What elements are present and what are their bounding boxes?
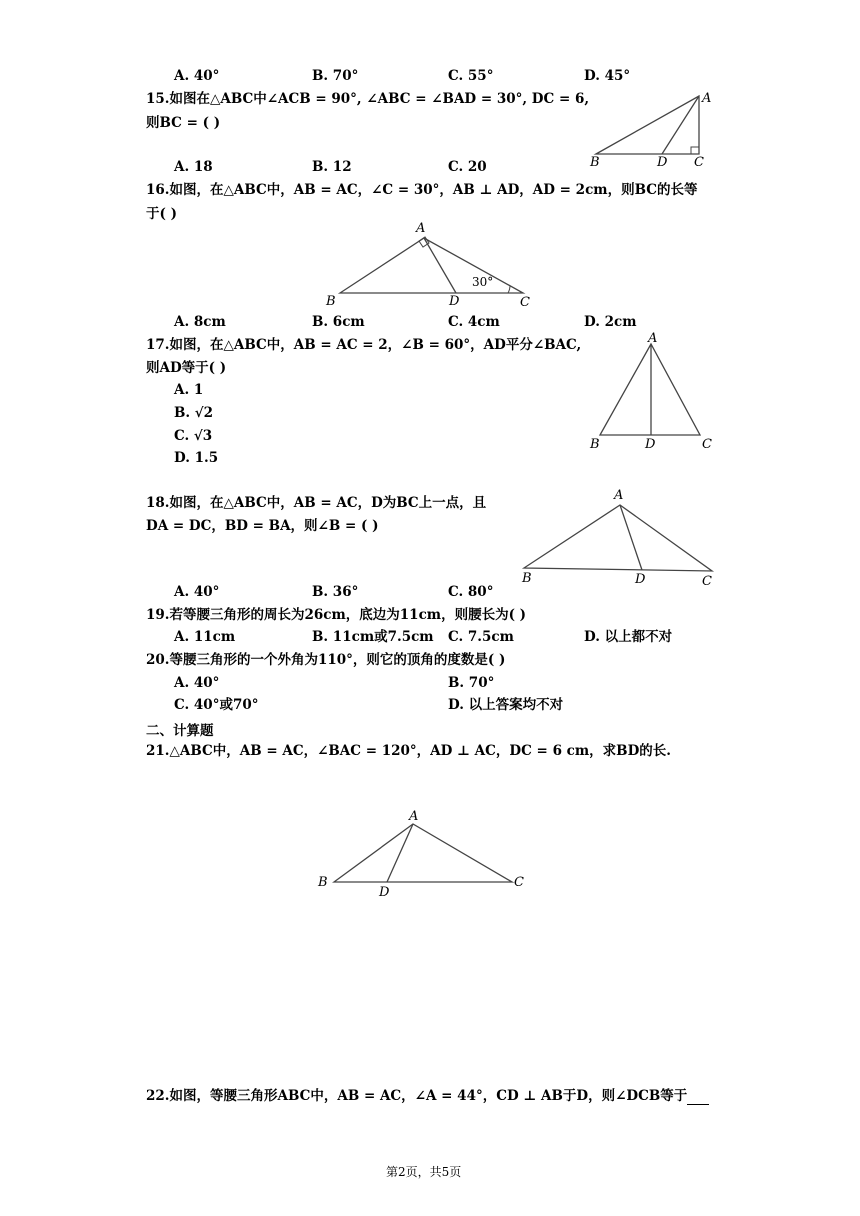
q16-option-c: C. 4cm bbox=[448, 314, 500, 330]
q15-option-b: B. 12 bbox=[312, 159, 352, 175]
q15-stem-line1: 15.如图在△ABC中∠ACB = 90°, ∠ABC = ∠BAD = 30°, DC = 6, bbox=[146, 91, 590, 107]
q20-option-d: D. 以上答案均不对 bbox=[448, 697, 564, 713]
q14-option-a: A. 40° bbox=[174, 68, 220, 84]
q17-stem-line2: 则AD等于( ) bbox=[146, 360, 227, 376]
q16-stem-line2: 于( ) bbox=[146, 206, 177, 222]
q14-option-c: C. 55° bbox=[448, 68, 494, 84]
q16-option-a: A. 8cm bbox=[174, 314, 226, 330]
q18-option-a: A. 40° bbox=[174, 584, 220, 600]
q18-label-c: C bbox=[702, 574, 712, 589]
q15-label-b: B bbox=[590, 155, 600, 170]
q16-option-b: B. 6cm bbox=[312, 314, 365, 330]
q19-option-c: C. 7.5cm bbox=[448, 629, 514, 645]
q22-stem bbox=[146, 1087, 709, 1105]
q22-stem-text: 22.如图，等腰三角形ABC中，AB = AC，∠A = 44°，CD ⊥ AB于D，则∠DCB等于 bbox=[146, 1088, 688, 1104]
q20-option-b: B. 70° bbox=[448, 675, 495, 691]
q17-label-d: D bbox=[645, 437, 656, 452]
section-heading-calculation: 二、计算题 bbox=[146, 723, 214, 739]
q16-label-d: D bbox=[449, 294, 460, 309]
q18-label-a: A bbox=[614, 488, 624, 503]
q18-stem-line1: 18.如图，在△ABC中，AB = AC，D为BC上一点，且 bbox=[146, 495, 487, 511]
q21-label-d: D bbox=[379, 885, 390, 900]
q15-option-a: A. 18 bbox=[174, 159, 213, 175]
q19-stem: 19.若等腰三角形的周长为26cm，底边为11cm，则腰长为( ) bbox=[146, 607, 527, 623]
q16-label-a: A bbox=[416, 221, 426, 236]
q21-label-c: C bbox=[514, 875, 524, 890]
q21-stem: 21.△ABC中，AB = AC，∠BAC = 120°，AD ⊥ AC，DC = 6 cm，求BD的长. bbox=[146, 743, 671, 759]
q22-answer-blank[interactable] bbox=[687, 1090, 709, 1105]
q15-label-c: C bbox=[694, 155, 704, 170]
q18-option-c: C. 80° bbox=[448, 584, 494, 600]
q14-option-d: D. 45° bbox=[584, 68, 631, 84]
q17-option-a: A. 1 bbox=[174, 382, 204, 398]
q20-option-c: C. 40°或70° bbox=[174, 697, 259, 713]
q16-label-c: C bbox=[520, 295, 530, 310]
q16-label-b: B bbox=[326, 294, 336, 309]
q15-label-d: D bbox=[657, 155, 668, 170]
q20-option-a: A. 40° bbox=[174, 675, 220, 691]
page-footer: 第2页，共5页 bbox=[386, 1165, 462, 1179]
q17-option-d: D. 1.5 bbox=[174, 450, 219, 466]
q17-option-c: C. √3 bbox=[174, 428, 213, 444]
q15-stem-line2: 则BC = ( ) bbox=[146, 115, 221, 131]
q17-label-a: A bbox=[648, 331, 658, 346]
q18-option-b: B. 36° bbox=[312, 584, 359, 600]
q17-option-b: B. √2 bbox=[174, 405, 214, 421]
q16-option-d: D. 2cm bbox=[584, 314, 637, 330]
q21-label-a: A bbox=[409, 809, 419, 824]
q18-label-b: B bbox=[522, 571, 532, 586]
q17-stem-line1: 17.如图，在△ABC中，AB = AC = 2，∠B = 60°，AD平分∠BAC, bbox=[146, 337, 582, 353]
q19-option-d: D. 以上都不对 bbox=[584, 629, 673, 645]
q17-label-c: C bbox=[702, 437, 712, 452]
q20-stem: 20.等腰三角形的一个外角为110°，则它的顶角的度数是( ) bbox=[146, 652, 506, 668]
q16-angle-label: 30° bbox=[472, 275, 494, 289]
q14-option-b: B. 70° bbox=[312, 68, 359, 84]
q17-label-b: B bbox=[590, 437, 600, 452]
q21-figure bbox=[316, 806, 530, 900]
q19-option-b: B. 11cm或7.5cm bbox=[312, 629, 434, 645]
q15-figure bbox=[586, 88, 716, 172]
q18-figure bbox=[518, 486, 718, 588]
q16-figure bbox=[322, 220, 536, 312]
q17-figure bbox=[586, 330, 716, 454]
q18-label-d: D bbox=[635, 572, 646, 587]
q21-label-b: B bbox=[318, 875, 328, 890]
q15-label-a: A bbox=[702, 91, 712, 106]
q19-option-a: A. 11cm bbox=[174, 629, 236, 645]
q18-stem-line2: DA = DC，BD = BA，则∠B = ( ) bbox=[146, 518, 379, 534]
q15-option-c: C. 20 bbox=[448, 159, 487, 175]
q16-stem-line1: 16.如图，在△ABC中，AB = AC，∠C = 30°，AB ⊥ AD，AD = 2cm，则BC的长等 bbox=[146, 182, 698, 198]
